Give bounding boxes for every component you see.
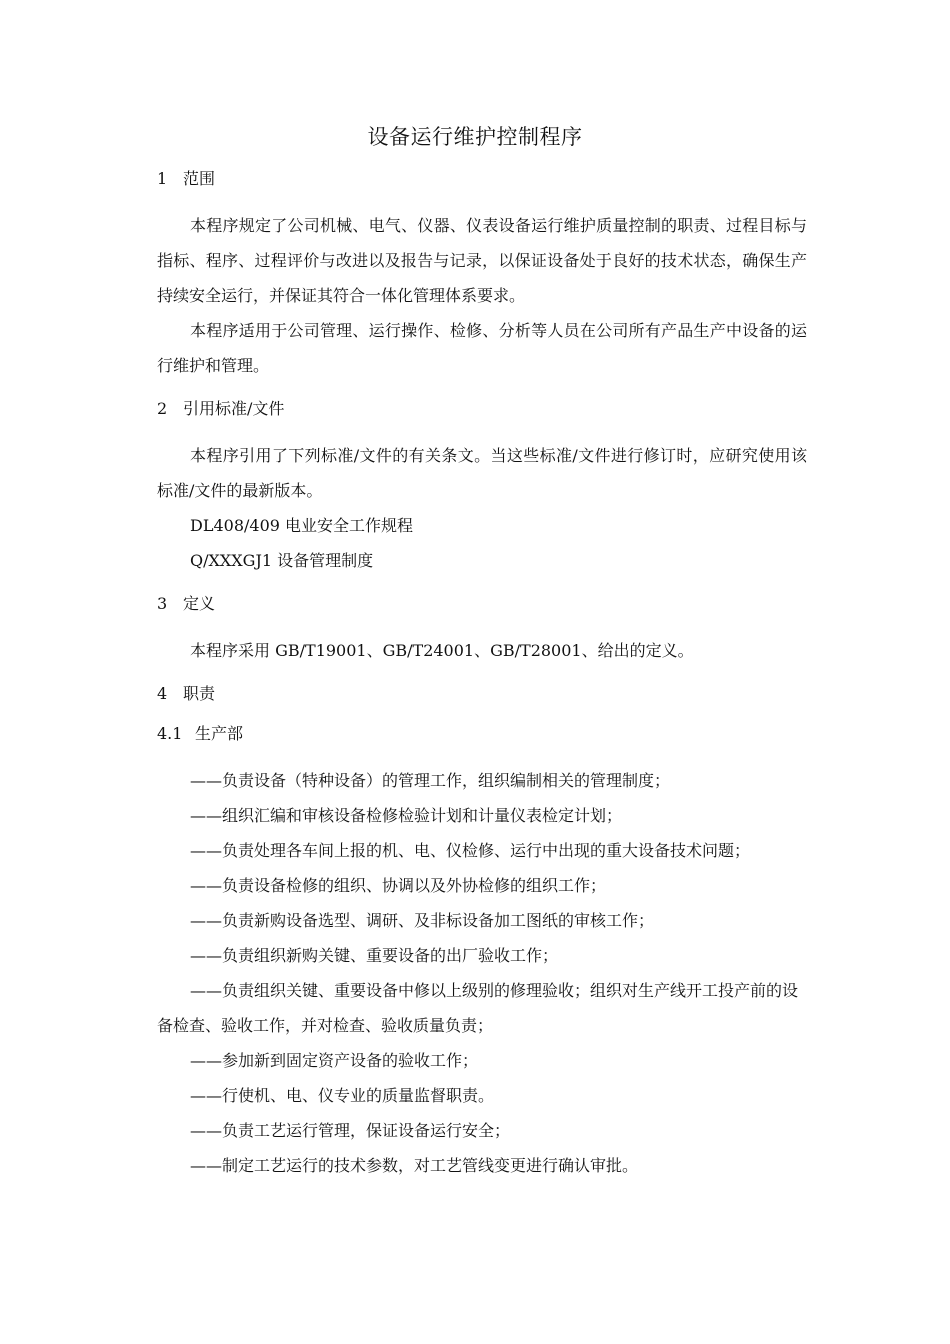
document-title: 设备运行维护控制程序 (367, 125, 583, 149)
section-number: 4.1 (157, 724, 183, 743)
section-title: 职责 (183, 684, 216, 703)
section-number: 1 (157, 169, 168, 188)
paragraph: 本程序引用了下列标准/文件的有关条文。当这些标准/文件进行修订时，应研究使用该标准/文件的最新版本。 (157, 446, 807, 500)
section-heading-1 (157, 161, 807, 196)
section-title: 范围 (183, 169, 216, 188)
list-item: ——制定工艺运行的技术参数，对工艺管线变更进行确认审批。 (190, 1156, 639, 1175)
list-item: ——参加新到固定资产设备的验收工作； (190, 1051, 479, 1070)
paragraph: 本程序规定了公司机械、电气、仪器、仪表设备运行维护质量控制的职责、过程目标与指标、程序、过程评价与改进以及报告与记录，以保证设备处于良好的技术状态，确保生产持续安全运行，并保证其符合一体化管理体系要求。 (157, 216, 807, 305)
subsection-heading-4-1 (157, 716, 807, 751)
list-item: ——行使机、电、仪专业的质量监督职责。 (190, 1086, 495, 1105)
reference-item: Q/XXXGJ1 设备管理制度 (190, 551, 374, 570)
list-item: ——负责设备检修的组织、协调以及外协检修的组织工作； (190, 876, 607, 895)
document-body (157, 161, 807, 1183)
section-heading-3 (157, 586, 807, 621)
list-item: ——负责设备（特种设备）的管理工作，组织编制相关的管理制度； (190, 771, 671, 790)
reference-item: DL408/409 电业安全工作规程 (190, 516, 414, 535)
section-title: 引用标准/文件 (183, 399, 285, 418)
section-title: 定义 (183, 594, 216, 613)
section-heading-4 (157, 676, 807, 711)
paragraph: 本程序采用 GB/T19001、GB/T24001、GB/T28001、给出的定义。 (190, 641, 694, 660)
section-title: 生产部 (195, 724, 244, 743)
list-item: ——组织汇编和审核设备检修检验计划和计量仪表检定计划； (190, 806, 623, 825)
list-item: ——负责组织关键、重要设备中修以上级别的修理验收；组织对生产线开工投产前的设备检查、验收工作，并对检查、验收质量负责； (157, 981, 799, 1035)
section-number: 4 (157, 684, 168, 703)
section-number: 2 (157, 399, 168, 418)
list-item: ——负责处理各车间上报的机、电、仪检修、运行中出现的重大设备技术问题； (190, 841, 751, 860)
section-number: 3 (157, 594, 168, 613)
list-item: ——负责工艺运行管理，保证设备运行安全； (190, 1121, 511, 1140)
list-item: ——负责新购设备选型、调研、及非标设备加工图纸的审核工作； (190, 911, 655, 930)
paragraph: 本程序适用于公司管理、运行操作、检修、分析等人员在公司所有产品生产中设备的运行维护和管理。 (157, 321, 807, 375)
list-item: ——负责组织新购关键、重要设备的出厂验收工作； (190, 946, 559, 965)
section-heading-2 (157, 391, 807, 426)
